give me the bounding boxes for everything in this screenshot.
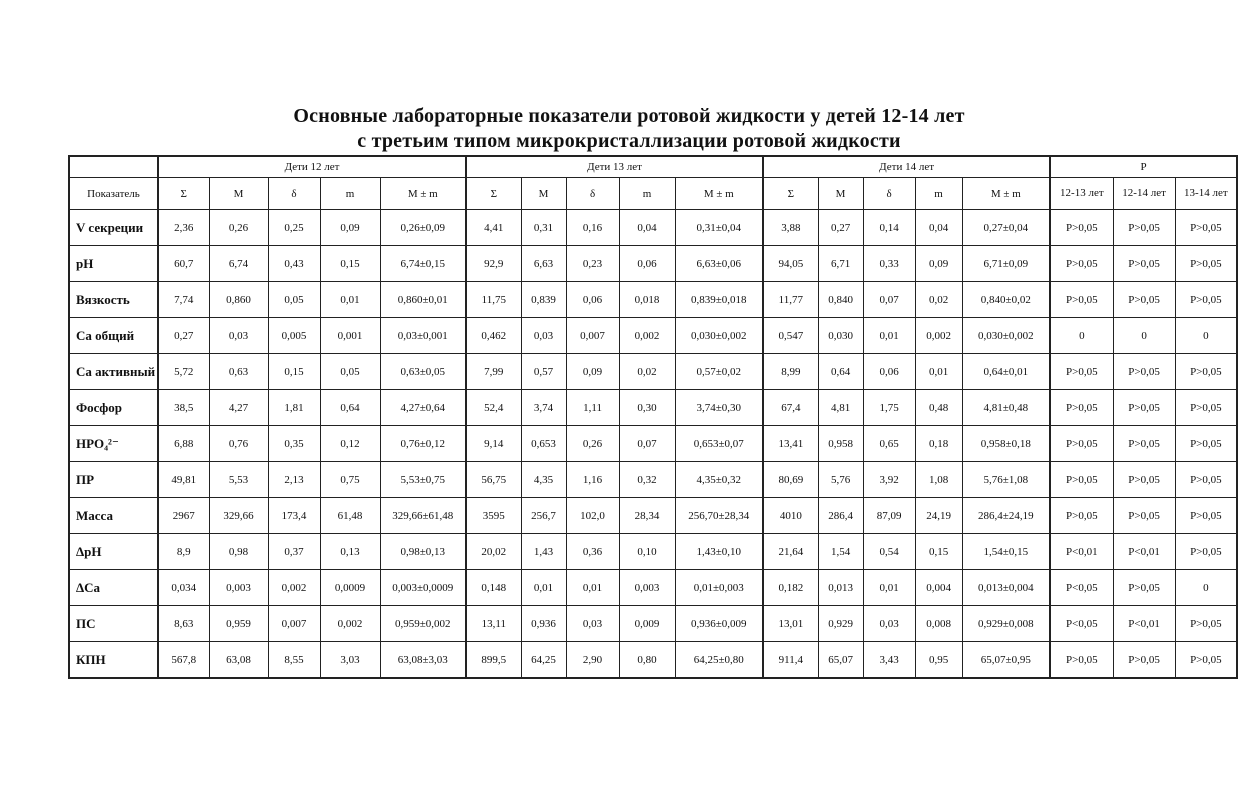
table-cell: 286,4 [818,498,863,534]
col-p-13-14: 13-14 лет [1175,178,1237,210]
table-cell: 4,35 [521,462,566,498]
table-cell: P>0,05 [1175,606,1237,642]
page-title [0,104,1258,154]
col-p-12-13: 12-13 лет [1050,178,1113,210]
table-cell: 0,959 [209,606,268,642]
row-label: Са активный [69,354,158,390]
table-cell: 11,75 [466,282,521,318]
table-cell: 0,929±0,008 [962,606,1050,642]
table-cell: 0,01±0,003 [675,570,763,606]
table-cell: 6,71 [818,246,863,282]
table-cell: 6,74±0,15 [380,246,466,282]
table-cell: 0,18 [915,426,962,462]
table-cell: 60,7 [158,246,209,282]
table-cell: 6,74 [209,246,268,282]
row-label: Вязкость [69,282,158,318]
table-cell: 0,653±0,07 [675,426,763,462]
table-cell: P<0,05 [1050,606,1113,642]
group-header-p: Р [1050,156,1237,178]
table-cell: 28,34 [619,498,675,534]
col-delta-13: δ [566,178,619,210]
table-row [69,606,1237,642]
table-cell: 0,01 [863,570,915,606]
table-cell: 8,63 [158,606,209,642]
table-cell: 0,16 [566,210,619,246]
table-cell: 0,04 [915,210,962,246]
table-cell: 7,74 [158,282,209,318]
table-cell: 49,81 [158,462,209,498]
col-m-14: m [915,178,962,210]
table-cell: P<0,05 [1050,570,1113,606]
table-cell: 2,36 [158,210,209,246]
table-cell: 3,03 [320,642,380,679]
table-cell: 0,860 [209,282,268,318]
table-cell: 11,77 [763,282,818,318]
table-cell: 0,27 [818,210,863,246]
table-cell: 0,43 [268,246,320,282]
table-cell: 63,08±3,03 [380,642,466,679]
table-cell: 0,03 [566,606,619,642]
table-cell: 0,936±0,009 [675,606,763,642]
table-cell: 94,05 [763,246,818,282]
table-cell: 0,30 [619,390,675,426]
table-cell: 0,004 [915,570,962,606]
table-cell: P>0,05 [1050,210,1113,246]
table-cell: P>0,05 [1050,426,1113,462]
indicator-header: Показатель [69,178,158,210]
row-label: pH [69,246,158,282]
lab-indicators-table [68,155,1238,679]
table-cell: 0,839±0,018 [675,282,763,318]
table-cell: 3,74 [521,390,566,426]
table-cell: 0,37 [268,534,320,570]
table-cell: 0,02 [915,282,962,318]
table-cell: 0,65 [863,426,915,462]
table-cell: 0,26±0,09 [380,210,466,246]
table-cell: 38,5 [158,390,209,426]
table-cell: 0,01 [863,318,915,354]
table-cell: 0,03 [209,318,268,354]
table-cell: P<0,01 [1113,534,1175,570]
table-cell: 0,06 [566,282,619,318]
column-header-row [69,178,1237,210]
col-p-12-14: 12-14 лет [1113,178,1175,210]
table-cell: 256,70±28,34 [675,498,763,534]
table-cell: 4,41 [466,210,521,246]
table-cell: 0,98 [209,534,268,570]
table-cell: P>0,05 [1175,282,1237,318]
table-cell: 0,030 [818,318,863,354]
table-cell: 0,76 [209,426,268,462]
table-cell: 0,007 [566,318,619,354]
table-cell: 329,66 [209,498,268,534]
table-cell: 0 [1050,318,1113,354]
table-cell: 0,03 [863,606,915,642]
table-cell: 4,81±0,48 [962,390,1050,426]
table-cell: 0,32 [619,462,675,498]
table-cell: 0 [1175,318,1237,354]
table-cell: P>0,05 [1113,498,1175,534]
table-cell: 173,4 [268,498,320,534]
table-cell: 0,01 [521,570,566,606]
table-cell: 20,02 [466,534,521,570]
table-cell: 5,53±0,75 [380,462,466,498]
table-cell: 5,72 [158,354,209,390]
table-cell: 65,07 [818,642,863,679]
table-cell: 6,71±0,09 [962,246,1050,282]
table-row [69,246,1237,282]
table-cell: 0,76±0,12 [380,426,466,462]
table-cell: P<0,01 [1113,606,1175,642]
table-cell: 0,23 [566,246,619,282]
table-cell: 0 [1113,318,1175,354]
table-cell: 21,64 [763,534,818,570]
table-cell: P>0,05 [1175,498,1237,534]
table-cell: 0,148 [466,570,521,606]
table-cell: P>0,05 [1113,210,1175,246]
table-cell: 0,57±0,02 [675,354,763,390]
table-cell: 0,63 [209,354,268,390]
table-cell: 0,860±0,01 [380,282,466,318]
table-cell: 0,01 [566,570,619,606]
table-cell: 5,53 [209,462,268,498]
table-cell: 0,27 [158,318,209,354]
table-cell: 0,26 [566,426,619,462]
table-cell: 8,9 [158,534,209,570]
table-cell: 4,81 [818,390,863,426]
table-cell: 63,08 [209,642,268,679]
table-cell: 0,98±0,13 [380,534,466,570]
table-cell: 3,92 [863,462,915,498]
table-cell: 0,001 [320,318,380,354]
table-cell: 13,11 [466,606,521,642]
table-cell: 0,013±0,004 [962,570,1050,606]
table-cell: 0,003 [619,570,675,606]
col-mpm-12: М ± m [380,178,466,210]
table-cell: 0,007 [268,606,320,642]
table-cell: 0,030±0,002 [962,318,1050,354]
group-header-13: Дети 13 лет [466,156,763,178]
table-cell: 0,008 [915,606,962,642]
table-cell: P>0,05 [1113,570,1175,606]
table-cell: P>0,05 [1050,282,1113,318]
table-cell: 911,4 [763,642,818,679]
table-cell: 8,99 [763,354,818,390]
table-cell: 0,57 [521,354,566,390]
table-cell: 0,002 [619,318,675,354]
row-label: ΔpH [69,534,158,570]
table-cell: 0,48 [915,390,962,426]
col-m-13: m [619,178,675,210]
row-label: V секреции [69,210,158,246]
table-cell: 0,26 [209,210,268,246]
table-cell: 6,88 [158,426,209,462]
table-cell: 0,002 [915,318,962,354]
table-cell: P>0,05 [1050,246,1113,282]
table-cell: 6,63 [521,246,566,282]
table-cell: 0,54 [863,534,915,570]
table-cell: 0,003 [209,570,268,606]
table-cell: 13,41 [763,426,818,462]
table-row [69,570,1237,606]
row-label: ΔCa [69,570,158,606]
table-cell: P>0,05 [1175,534,1237,570]
table-row [69,642,1237,679]
table-cell: P>0,05 [1050,462,1113,498]
group-header-row [69,156,1237,178]
table-cell: 4,27±0,64 [380,390,466,426]
table-cell: 0,12 [320,426,380,462]
table-cell: 3,43 [863,642,915,679]
table-cell: 0,05 [320,354,380,390]
table-cell: 64,25 [521,642,566,679]
table-cell: 0,09 [320,210,380,246]
table-cell: 0,034 [158,570,209,606]
table-cell: 1,43 [521,534,566,570]
table-cell: P>0,05 [1050,642,1113,679]
table-cell: P>0,05 [1113,426,1175,462]
table-row [69,210,1237,246]
table-cell: 4,27 [209,390,268,426]
indicator-header-spacer [69,156,158,178]
row-label: Са общий [69,318,158,354]
table-cell: 0,936 [521,606,566,642]
table-cell: 0,03 [521,318,566,354]
table-cell: 0,25 [268,210,320,246]
table-cell: 0,840±0,02 [962,282,1050,318]
table-cell: 0,04 [619,210,675,246]
col-mpm-13: М ± m [675,178,763,210]
table-cell: 0,958 [818,426,863,462]
col-mean-13: М [521,178,566,210]
col-sum-12: Σ [158,178,209,210]
table-cell: 567,8 [158,642,209,679]
table-cell: 0,06 [863,354,915,390]
table-cell: 0,64 [818,354,863,390]
title-line-1: Основные лабораторные показатели ротовой жидкости у детей 12-14 лет [293,105,965,127]
table-cell: 4,35±0,32 [675,462,763,498]
table-cell: 0,36 [566,534,619,570]
table-cell: 80,69 [763,462,818,498]
table-cell: 102,0 [566,498,619,534]
table-cell: 1,43±0,10 [675,534,763,570]
table-cell: 0,06 [619,246,675,282]
table-cell: 0,64±0,01 [962,354,1050,390]
table-cell: 256,7 [521,498,566,534]
table-cell: 0,002 [320,606,380,642]
table-cell: 0,31 [521,210,566,246]
row-label: ПР [69,462,158,498]
table-cell: 0,80 [619,642,675,679]
col-delta-12: δ [268,178,320,210]
table-cell: 64,25±0,80 [675,642,763,679]
table-cell: P>0,05 [1175,426,1237,462]
table-cell: 0,09 [915,246,962,282]
table-cell: 0,07 [863,282,915,318]
table-cell: 0,840 [818,282,863,318]
table-cell: P>0,05 [1113,246,1175,282]
table-cell: P>0,05 [1175,462,1237,498]
col-mean-12: М [209,178,268,210]
table-row [69,282,1237,318]
table-cell: 1,54±0,15 [962,534,1050,570]
table-cell: 0,462 [466,318,521,354]
table-cell: 3,74±0,30 [675,390,763,426]
table-row [69,318,1237,354]
table-cell: 0,929 [818,606,863,642]
table-cell: P>0,05 [1175,390,1237,426]
table-cell: 0,15 [915,534,962,570]
table-row [69,390,1237,426]
table-cell: 0,64 [320,390,380,426]
table-cell: 1,75 [863,390,915,426]
table-cell: 0,03±0,001 [380,318,466,354]
table-cell: 0,27±0,04 [962,210,1050,246]
table-cell: 0,10 [619,534,675,570]
title-line-2: с третьим типом микрокристаллизации ротовой жидкости [357,130,901,152]
table-cell: 329,66±61,48 [380,498,466,534]
table-cell: 0,653 [521,426,566,462]
table-cell: P>0,05 [1113,462,1175,498]
table-cell: 8,55 [268,642,320,679]
table-cell: P>0,05 [1175,354,1237,390]
table-row [69,462,1237,498]
table-cell: 5,76 [818,462,863,498]
table-cell: 3595 [466,498,521,534]
table-cell: 0,005 [268,318,320,354]
table-cell: 56,75 [466,462,521,498]
table-cell: 0,15 [268,354,320,390]
col-mpm-14: М ± m [962,178,1050,210]
table-cell: 0,33 [863,246,915,282]
table-cell: P>0,05 [1113,354,1175,390]
table-cell: 0,63±0,05 [380,354,466,390]
table-cell: 0,839 [521,282,566,318]
table-cell: 0,0009 [320,570,380,606]
table-row [69,498,1237,534]
row-label: ПС [69,606,158,642]
table-cell: 0,009 [619,606,675,642]
col-mean-14: М [818,178,863,210]
table-cell: 87,09 [863,498,915,534]
table-cell: 24,19 [915,498,962,534]
table-cell: 0,09 [566,354,619,390]
row-label: HPO₄²⁻ [69,426,158,462]
table-cell: 0,02 [619,354,675,390]
table-cell: 0,182 [763,570,818,606]
table-cell: P>0,05 [1175,246,1237,282]
table-row [69,534,1237,570]
group-header-14: Дети 14 лет [763,156,1050,178]
table-cell: 1,81 [268,390,320,426]
table-cell: 5,76±1,08 [962,462,1050,498]
table-cell: 0,31±0,04 [675,210,763,246]
table-cell: P>0,05 [1113,282,1175,318]
row-label: Масса [69,498,158,534]
table-cell: 0,018 [619,282,675,318]
table-cell: P>0,05 [1175,210,1237,246]
table-cell: 0,030±0,002 [675,318,763,354]
table-row [69,354,1237,390]
table-cell: 7,99 [466,354,521,390]
table-cell: 2,90 [566,642,619,679]
row-label: КПН [69,642,158,679]
table-cell: 0,01 [915,354,962,390]
table-cell: 0,05 [268,282,320,318]
table-cell: 1,16 [566,462,619,498]
table-cell: P>0,05 [1113,390,1175,426]
table-cell: 0,547 [763,318,818,354]
col-m-12: m [320,178,380,210]
table-cell: 13,01 [763,606,818,642]
col-delta-14: δ [863,178,915,210]
table-cell: 6,63±0,06 [675,246,763,282]
table-cell: P>0,05 [1050,354,1113,390]
table-cell: 2967 [158,498,209,534]
table-cell: P<0,01 [1050,534,1113,570]
table-cell: 67,4 [763,390,818,426]
table-cell: 0,35 [268,426,320,462]
table-cell: 0,15 [320,246,380,282]
table-row [69,426,1237,462]
table-cell: 65,07±0,95 [962,642,1050,679]
table-cell: 0,95 [915,642,962,679]
table-cell: 0,14 [863,210,915,246]
col-sum-13: Σ [466,178,521,210]
table-cell: P>0,05 [1113,642,1175,679]
table-cell: 3,88 [763,210,818,246]
table-cell: P>0,05 [1050,498,1113,534]
table-cell: 0,959±0,002 [380,606,466,642]
table-cell: P>0,05 [1050,390,1113,426]
table-cell: 0,003±0,0009 [380,570,466,606]
col-sum-14: Σ [763,178,818,210]
table-cell: 2,13 [268,462,320,498]
table-cell: 0,958±0,18 [962,426,1050,462]
row-label: Фосфор [69,390,158,426]
table-cell: 92,9 [466,246,521,282]
table-cell: 899,5 [466,642,521,679]
table-cell: P>0,05 [1175,642,1237,679]
table-cell: 61,48 [320,498,380,534]
table-cell: 1,08 [915,462,962,498]
table-cell: 4010 [763,498,818,534]
table-cell: 286,4±24,19 [962,498,1050,534]
table-cell: 0,002 [268,570,320,606]
table-cell: 0,13 [320,534,380,570]
table-cell: 0 [1175,570,1237,606]
table-cell: 9,14 [466,426,521,462]
table-cell: 0,75 [320,462,380,498]
table-cell: 1,11 [566,390,619,426]
table-cell: 52,4 [466,390,521,426]
table-cell: 0,013 [818,570,863,606]
group-header-12: Дети 12 лет [158,156,466,178]
table-cell: 0,01 [320,282,380,318]
table-cell: 0,07 [619,426,675,462]
table-cell: 1,54 [818,534,863,570]
